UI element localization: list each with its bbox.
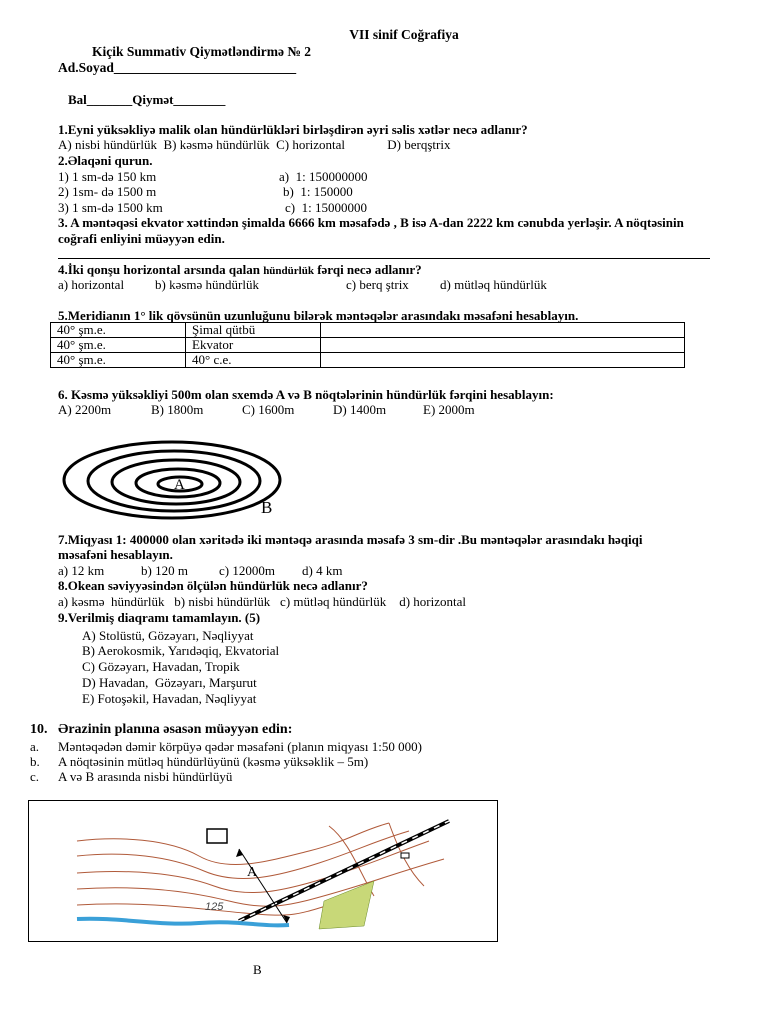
question-4: 4.İki qonşu horizontal arsında qalan hündürlük fərqi necə adlanır?: [58, 262, 422, 277]
q7-option-b: b) 120 m: [141, 563, 188, 578]
q6-option-d: D) 1400m: [333, 402, 387, 417]
point-b-caption: B: [253, 962, 262, 977]
topographic-map: [28, 800, 498, 942]
point-a-label: A: [174, 477, 185, 493]
question-7-line-2: məsafəni hesablayın.: [58, 547, 173, 562]
table-cell: 40° c.e.: [186, 353, 321, 368]
q10-item-a: a. Məntəqədən dəmir körpüyə qədər məsafəni (planın miqyası 1:50 000): [30, 739, 422, 754]
question-3-line-1: 3. A məntəqəsi ekvator xəttindən şimalda 6666 km məsafədə , B isə A-dan 2222 km cənubda yerləşir. A nöqtəsinin: [58, 215, 684, 230]
contour-diagram: [56, 434, 286, 520]
q2-right-2: b) 1: 150000: [283, 184, 353, 199]
score-field[interactable]: Bal_______Qiymət________: [68, 92, 226, 107]
page-subtitle: Kiçik Summativ Qiymətləndirmə № 2: [92, 44, 312, 59]
q4-option-c: c) berq ştrix: [346, 277, 409, 292]
contour-value-label: 125: [205, 901, 224, 913]
q9-option-e: E) Fotoşəkil, Havadan, Nəqliyyat: [82, 691, 257, 706]
table-cell: Şimal qütbü: [186, 323, 321, 338]
question-2: 2.Əlaqəni qurun.: [58, 153, 153, 168]
answer-cell[interactable]: [321, 338, 685, 353]
table-row: [51, 338, 685, 353]
question-1: 1.Eyni yüksəkliyə malik olan hündürlükləri birləşdirən əyri səlis xətlər necə adlanır?: [58, 122, 528, 137]
q4-option-a: a) horizontal: [58, 277, 125, 292]
question-3-line-2: coğrafi enliyini müəyyən edin.: [58, 231, 225, 246]
q6-option-c: C) 1600m: [242, 402, 295, 417]
question-10: 10. Ərazinin planına əsasən müəyyən edin:: [30, 722, 293, 737]
q2-left-3: 3) 1 sm-də 1500 km: [58, 200, 163, 215]
q4-option-d: d) mütləq hündürlük: [440, 277, 547, 292]
topographic-map-drawing: [29, 801, 497, 941]
answer-cell[interactable]: [321, 353, 685, 368]
question-7-line-1: 7.Miqyası 1: 400000 olan xəritədə iki məntəqə arasında məsafə 3 sm-dir .Bu məntəqələr arasındakı həqiqi: [58, 532, 643, 547]
q10-item-b: b. A nöqtəsinin mütləq hündürlüyünü (kəsmə yüksəklik – 5m): [30, 754, 369, 769]
table-cell: 40° şm.e.: [51, 338, 186, 353]
question-6: 6. Kəsmə yüksəkliyi 500m olan sxemdə A və B nöqtələrinin hündürlük fərqini hesablayın:: [58, 387, 554, 402]
table-row: [51, 323, 685, 338]
q10-item-c: c. A və B arasında nisbi hündürlüyü: [30, 769, 233, 784]
question-9: 9.Verilmiş diaqramı tamamlayın. (5): [58, 610, 261, 625]
q2-left-1: 1) 1 sm-də 150 km: [58, 169, 157, 184]
answer-cell[interactable]: [321, 323, 685, 338]
page-title: VII sinif Coğrafiya: [349, 27, 459, 42]
q9-option-a: A) Stolüstü, Gözəyarı, Nəqliyyat: [82, 628, 254, 643]
q6-option-b: B) 1800m: [151, 402, 204, 417]
q2-right-1: a) 1: 150000000: [279, 169, 368, 184]
point-b-label: B: [261, 498, 273, 517]
building: [207, 829, 227, 843]
question-5: 5.Meridianın 1° lik qövsünün uzunluğunu bilərək məntəqələr arasındakı məsafəni hesablayın.: [58, 308, 579, 323]
q6-option-a: A) 2200m: [58, 402, 112, 417]
question-8-options: a) kəsmə hündürlük b) nisbi hündürlük c) mütləq hündürlük d) horizontal: [58, 594, 466, 609]
q2-right-3: c) 1: 15000000: [285, 200, 367, 215]
q2-left-2: 2) 1sm- də 1500 m: [58, 184, 157, 199]
q9-option-b: B) Aerokosmik, Yarıdəqiq, Ekvatorial: [82, 643, 280, 658]
table-cell: 40° şm.e.: [51, 323, 186, 338]
distance-table: [50, 322, 685, 368]
q6-option-e: E) 2000m: [423, 402, 475, 417]
table-cell: 40° şm.e.: [51, 353, 186, 368]
name-field[interactable]: Ad.Soyad___________________________: [58, 60, 297, 75]
map-point-a-label: A: [247, 865, 258, 880]
question-8: 8.Okean səviyyəsindən ölçülən hündürlük necə adlanır?: [58, 578, 368, 593]
q7-option-d: d) 4 km: [302, 563, 343, 578]
table-cell: Ekvator: [186, 338, 321, 353]
table-row: [51, 353, 685, 368]
station: [401, 853, 409, 858]
question-1-options: A) nisbi hündürlük B) kəsmə hündürlük C) horizontal D) berqştrix: [58, 137, 451, 152]
q9-option-c: C) Gözəyarı, Havadan, Tropik: [82, 659, 240, 674]
q9-option-d: D) Havadan, Gözəyarı, Marşurut: [82, 675, 257, 690]
answer-line[interactable]: [58, 258, 710, 259]
q7-option-a: a) 12 km: [58, 563, 105, 578]
q7-option-c: c) 12000m: [219, 563, 275, 578]
q4-option-b: b) kəsmə hündürlük: [155, 277, 259, 292]
